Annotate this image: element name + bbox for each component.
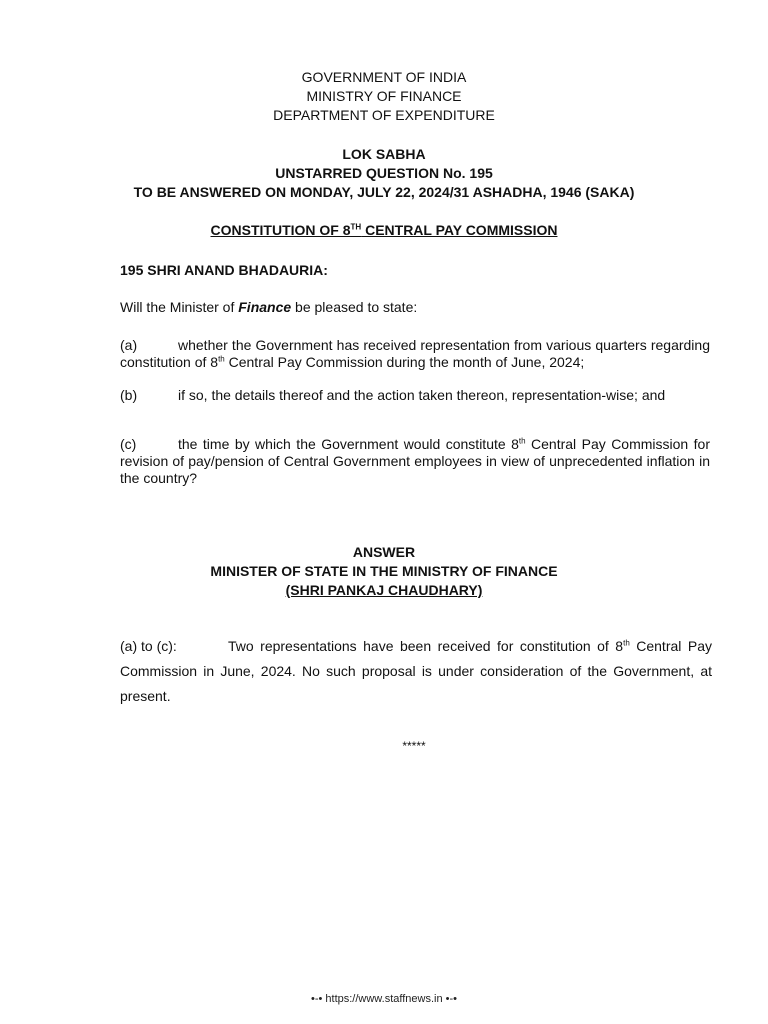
question-a: (a) whether the Government has received representation from various quarters regarding constitution of 8th Central Pay Commission during the month of June, 2024;: [120, 337, 710, 370]
header-line-2: MINISTRY OF FINANCE: [306, 88, 462, 104]
end-mark: *****: [402, 739, 426, 753]
answer-text: (a) to (c): Two representations have been received for constitution of 8th Central Pay Commission in June, 2024. No such proposal is under consideration of the Government, at present.: [120, 634, 712, 709]
subject-suffix: CENTRAL PAY COMMISSION: [361, 222, 558, 238]
question-a-label: (a): [120, 337, 138, 353]
header-line-1: GOVERNMENT OF INDIA: [301, 69, 467, 85]
question-header: [0, 145, 768, 202]
answer-label: (a) to (c):: [120, 638, 177, 654]
question-b: (b) if so, the details thereof and the action taken thereon, representation-wise; and: [120, 387, 666, 403]
ministry-emphasis: Finance: [238, 299, 292, 315]
answer-minister: MINISTER OF STATE IN THE MINISTRY OF FINANCE: [210, 563, 558, 579]
question-c-label: (c): [120, 436, 137, 452]
question-c: (c) the time by which the Government would constitute 8th Central Pay Commission for revision of pay/pension of Central Government employees in view of unprecedented inflation in the country?: [120, 436, 710, 486]
member-name: 195 SHRI ANAND BHADAURIA:: [120, 262, 328, 278]
answer-header: [0, 543, 768, 600]
question-intro: Will the Minister of Finance be pleased to state:: [120, 299, 418, 315]
subject-title: [0, 221, 768, 240]
subject-sup: TH: [350, 222, 362, 232]
answer-minister-name: (SHRI PANKAJ CHAUDHARY): [285, 582, 483, 598]
question-b-label: (b): [120, 387, 138, 403]
header-line-3: DEPARTMENT OF EXPENDITURE: [273, 107, 495, 123]
house-name: LOK SABHA: [342, 146, 426, 162]
answer-date: TO BE ANSWERED ON MONDAY, JULY 22, 2024/31 ASHADHA, 1946 (SAKA): [133, 184, 635, 200]
subject-prefix: CONSTITUTION OF 8: [210, 222, 351, 238]
ministry-header: [0, 68, 768, 125]
answer-title: ANSWER: [352, 544, 416, 560]
question-number: UNSTARRED QUESTION No. 195: [275, 165, 493, 181]
footer-url: •-• https://www.staffnews.in •-•: [310, 993, 458, 1005]
